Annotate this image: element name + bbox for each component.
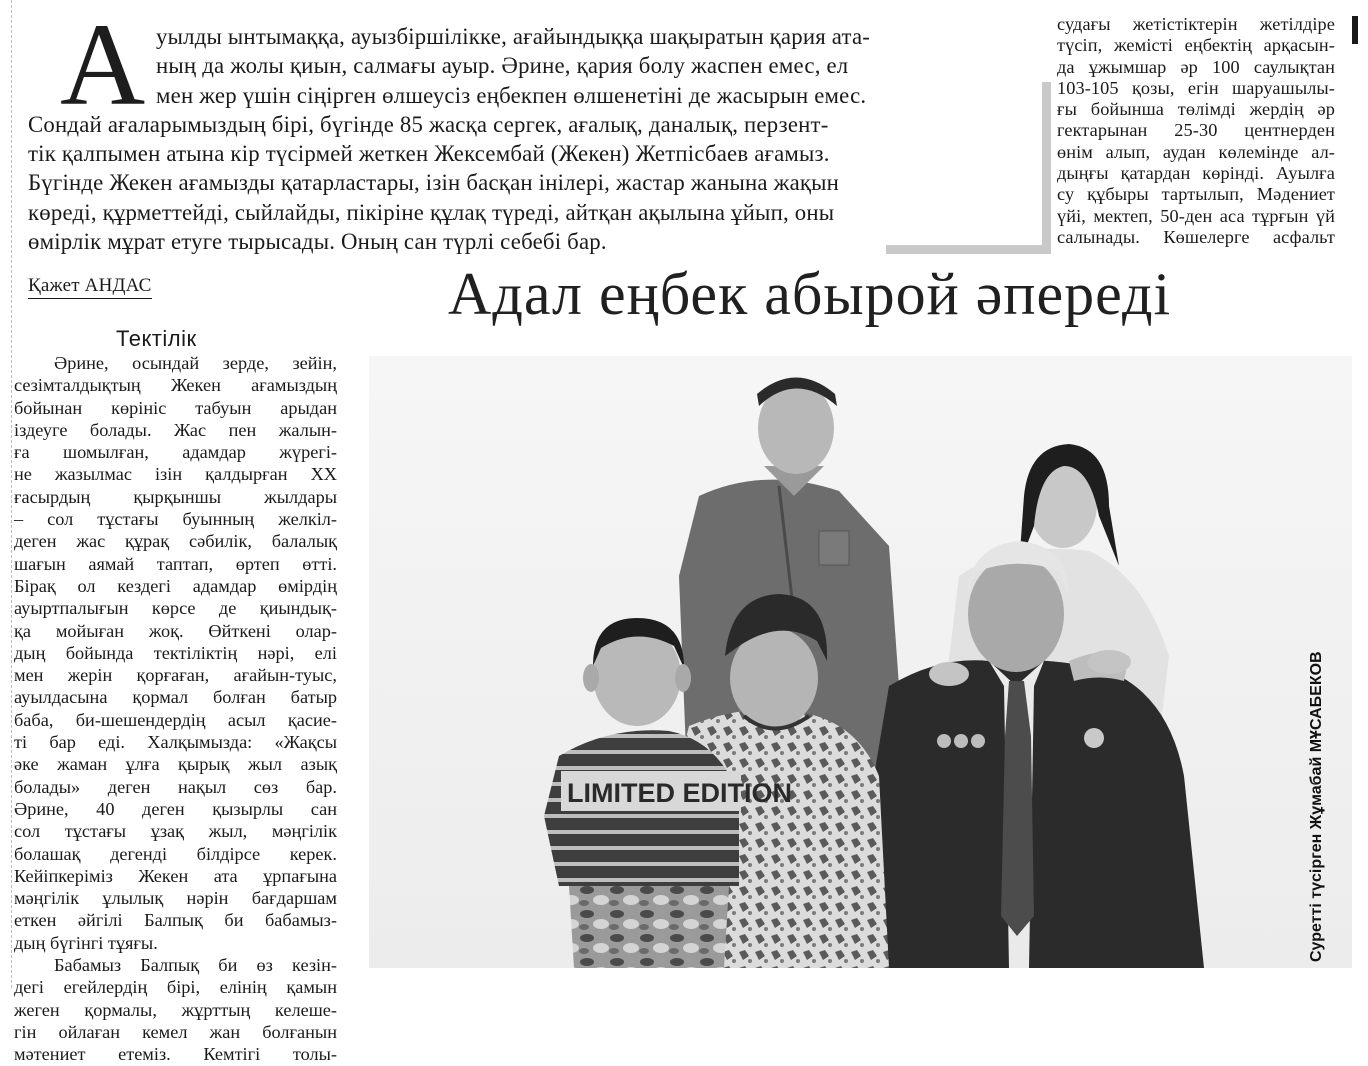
lead-line: тік қалпымен атына кір түсірмей жеткен Жексембай (Жекен) Жетпісбаев ағамыз.	[28, 141, 830, 167]
article-line: ға шомылған, адамдар жүрегі-	[14, 442, 337, 463]
author-byline: Қажет АНДАС	[28, 275, 152, 299]
lead-paragraph	[28, 0, 1028, 255]
lead-line: Сондай ағаларымыздың бірі, бүгінде 85 жасқа сергек, ағалық, даналық, перзент-	[28, 111, 829, 137]
column-edge-bar	[1352, 16, 1358, 44]
right-column-line: 103-105 қозы, егін шаруашылы-	[1057, 77, 1335, 98]
right-column-line: да ұжымшар әр 100 саулықтан	[1057, 56, 1335, 77]
right-column-line: өнім алып, аудан көлемінде ал-	[1057, 141, 1335, 162]
section-subheading: Тектілік	[116, 326, 197, 351]
right-column-line: судағы жетістіктерін жетілдіре	[1057, 14, 1335, 34]
article-line: дың бүгінгі тұяғы.	[14, 932, 158, 953]
right-column-line: түсіп, жемісті еңбектің арқасын-	[1057, 35, 1335, 56]
article-line: ауыртпалығын көрсе де қиындық-	[14, 598, 337, 619]
lead-text	[28, 22, 1000, 256]
right-column-line: ғы бойынша төлімді жердің әр	[1057, 99, 1335, 120]
article-line: болады» деген нақыл сөз бар.	[14, 776, 337, 797]
hand-on-shoulder	[929, 662, 969, 686]
article-line: әке жаман ұлға қырық жыл азық	[14, 754, 337, 775]
article-line: ғасырдың қырқыншы жылдары	[14, 486, 337, 507]
right-column-text	[1057, 14, 1335, 248]
article-line: баба, би-шешендердің асыл қасие-	[14, 709, 337, 730]
family-photo-illustration	[369, 356, 1352, 968]
article-line: мен жерін қорғаған, ағайын-туыс,	[14, 665, 337, 686]
article-line: сезімталдықтың Жекен ағамыздың	[14, 375, 337, 396]
article-line: Бабамыз Балпық би өз кезін-	[54, 955, 337, 976]
right-column-line: үйі, мектеп, 50-ден аса тұрғын үй	[1057, 205, 1335, 226]
right-column-line: дыңғы қатардан көрінді. Ауылға	[1057, 163, 1335, 184]
article-line: жеген қормалы, жұрттың келеше-	[14, 999, 337, 1020]
article-line: дегі егейлердің бірі, елінің қамын	[14, 977, 337, 998]
article-headline: Адал еңбек абырой әпереді	[448, 261, 1172, 327]
photo-credit: Суретті түсірген Жұмабай МҰСАБЕКОВ	[1308, 651, 1325, 962]
article-line: не жазылмас ізін қалдырған XX	[14, 464, 337, 485]
article-line: гін ойлаған кемел жан болғанын	[14, 1021, 337, 1042]
lead-line: уылды ынтымаққа, ауызбіршілікке, ағайындыққа шақыратын қария ата-	[156, 24, 871, 49]
drop-cap-letter: А	[60, 0, 146, 130]
article-line: Әрине, осындай зерде, зейін,	[54, 353, 337, 373]
lead-line: Бүгінде Жекен ағамызды қатарластары, ізін басқан інілері, жастар жанына жақын	[28, 170, 840, 196]
lead-line: ның да жолы қиын, салмағы ауыр. Әрине, қария болу жаспен емес, ел	[156, 53, 849, 79]
column-guide-line	[11, 0, 12, 988]
right-column-line: су құбыры тартылып, Мәдениет	[1057, 184, 1335, 205]
article-line: іздеуге болады. Жас пен жалын-	[14, 419, 337, 440]
article-line: шағын аямай таптап, өртеп өтті.	[14, 553, 337, 574]
article-line: Кейіпкеріміз Жекен ата ұрпағына	[14, 865, 337, 886]
article-line: бойынан көрініс табуын арыдан	[14, 397, 337, 418]
article-line: деген жас құрақ сәбилік, балалық	[14, 531, 337, 552]
article-line: сол тұстағы ұзақ жыл, мәңгілік	[14, 821, 337, 842]
article-line: ті бар еді. Халқымызда: «Жақсы	[14, 732, 337, 753]
family-photo	[369, 356, 1352, 968]
article-body-column	[14, 352, 337, 1066]
lead-line: мен жер үшін сіңірген өлшеусіз еңбекпен өлшенетіні де жасырын емес.	[156, 82, 867, 108]
sweater-print-text: LIMITED EDITION	[567, 778, 792, 808]
right-column-line: салынады. Көшелерге асфальт	[1057, 226, 1335, 247]
article-line: – сол тұстағы буынның желкіл-	[14, 509, 337, 530]
lead-line: өмірлік мұрат етуге тырысады. Оның сан түрлі себебі бар.	[28, 229, 607, 255]
article-line: болашақ дегенді білдірсе керек.	[14, 843, 337, 864]
article-line: Бірақ ол кездегі адамдар өмірдің	[14, 575, 337, 596]
article-line: еткен әйгілі Балпық би бабамыз-	[14, 910, 337, 931]
article-line: Әрине, 40 деген қызырлы сан	[14, 798, 337, 819]
article-line: ауылдасына қормал болған батыр	[14, 687, 337, 708]
article-line: мәңгілік ұлылық нәрін бағдаршам	[14, 888, 337, 909]
article-line: қа мойыған жоқ. Өйткені олар-	[14, 620, 337, 641]
hand-on-shoulder	[1087, 650, 1131, 674]
lead-line: көреді, құрметтейді, сыйлайды, пікіріне құлақ түреді, айтқан ақылына ұйып, оны	[28, 199, 835, 225]
article-line: мәтениет етеміз. Кемтігі толы-	[14, 1044, 337, 1065]
right-column-line: гектарынан 25-30 центнерден	[1057, 120, 1335, 141]
article-line: дың бойында тектіліктің нәрі, елі	[14, 642, 337, 663]
